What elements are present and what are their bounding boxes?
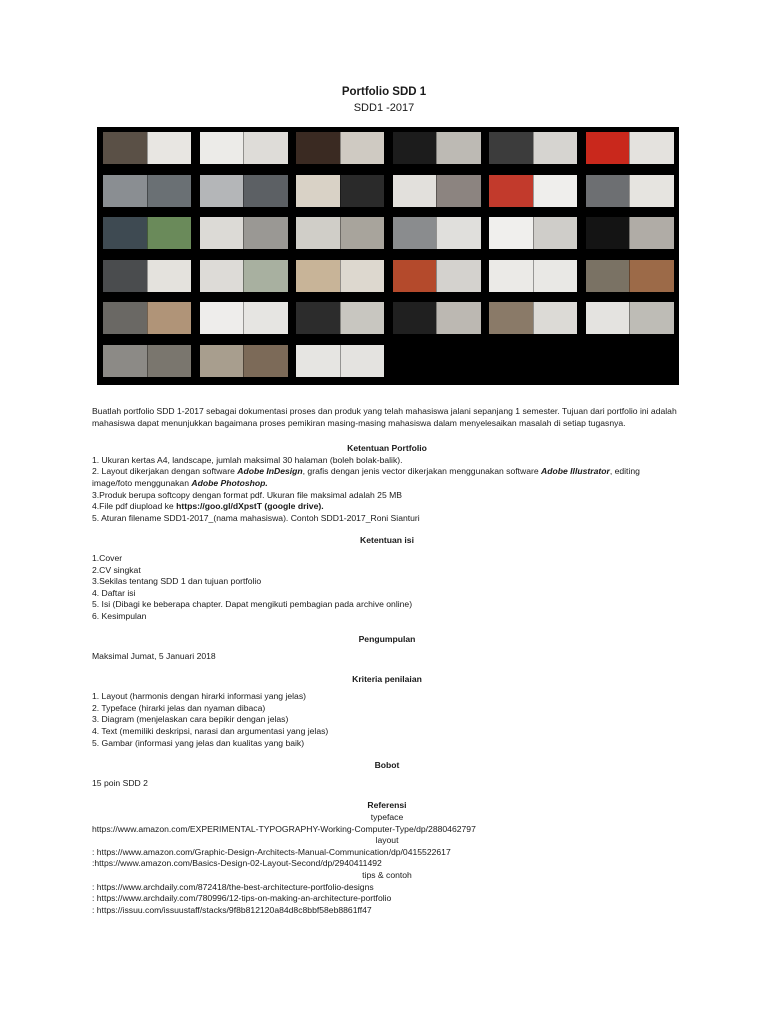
portfolio-spread-thumbnail bbox=[296, 217, 384, 249]
list-item: 1.Cover bbox=[92, 552, 123, 563]
portfolio-spread-thumbnail bbox=[393, 217, 481, 249]
portfolio-spread-thumbnail bbox=[586, 260, 674, 292]
reference-subheading-typeface: typeface bbox=[370, 812, 404, 823]
reference-link[interactable]: :https://www.amazon.com/Basics-Design-02-Layout-Second/dp/2940411492 bbox=[92, 858, 382, 869]
reference-subheading-layout: layout bbox=[375, 835, 399, 846]
section-heading-pengumpulan: Pengumpulan bbox=[358, 633, 416, 644]
list-item: 5. Isi (Dibagi ke beberapa chapter. Dapat mengikuti pembagian pada archive online) bbox=[92, 599, 413, 610]
portfolio-spread-thumbnail bbox=[103, 345, 191, 377]
reference-subheading-tips: tips & contoh bbox=[362, 870, 412, 880]
portfolio-spread-thumbnail bbox=[296, 345, 384, 377]
portfolio-spread-thumbnail bbox=[200, 175, 288, 207]
list-item: 4.File pdf diupload ke https://goo.gl/dXpstT (google drive). bbox=[92, 501, 324, 512]
portfolio-spread-thumbnail bbox=[489, 132, 577, 164]
list-item: 2. Layout dikerjakan dengan software Adobe InDesign, grafis dengan jenis vector dikerjakan menggunakan software Adobe Illustrator, editing image/foto menggunakan Adobe Photoshop. bbox=[92, 466, 640, 488]
portfolio-spread-thumbnail bbox=[489, 302, 577, 334]
section-heading-ketentuan-portfolio: Ketentuan Portfolio bbox=[347, 443, 427, 454]
portfolio-spread-thumbnail bbox=[200, 217, 288, 249]
section-heading-ketentuan-isi: Ketentuan isi bbox=[360, 535, 414, 546]
portfolio-spread-thumbnail bbox=[296, 132, 384, 164]
portfolio-spread-thumbnail bbox=[586, 175, 674, 207]
portfolio-spread-thumbnail bbox=[103, 217, 191, 249]
list-item: 3. Diagram (menjelaskan cara bepikir dengan jelas) bbox=[92, 714, 289, 725]
portfolio-spread-thumbnail bbox=[296, 260, 384, 292]
portfolio-spread-thumbnail bbox=[586, 217, 674, 249]
section-heading-referensi: Referensi bbox=[367, 800, 407, 811]
reference-link[interactable]: : https://www.amazon.com/Graphic-Design-Architects-Manual-Communication/dp/0415522617 bbox=[92, 846, 451, 857]
reference-link[interactable]: : https://www.archdaily.com/780996/12-tips-on-making-an-architecture-portfolio bbox=[92, 893, 392, 904]
portfolio-spread-thumbnail bbox=[200, 345, 288, 377]
portfolio-spread-thumbnail bbox=[393, 260, 481, 292]
page-subtitle: SDD1 -2017 bbox=[353, 102, 415, 114]
kriteria-list bbox=[92, 691, 682, 749]
portfolio-thumbnail-gallery bbox=[97, 127, 679, 385]
list-item: 2.CV singkat bbox=[92, 564, 141, 575]
upload-link[interactable]: https://goo.gl/dXpstT (google drive). bbox=[176, 501, 324, 512]
reference-link[interactable]: : https://issuu.com/issuustaff/stacks/9f8b812120a84d8c8bbf58eb8861ff47 bbox=[92, 904, 372, 915]
list-item: 3.Produk berupa softcopy dengan format pdf. Ukuran file maksimal adalah 25 MB bbox=[92, 489, 403, 500]
document-body bbox=[92, 406, 682, 916]
portfolio-spread-thumbnail bbox=[296, 302, 384, 334]
portfolio-spread-thumbnail bbox=[489, 260, 577, 292]
list-item: 5. Gambar (informasi yang jelas dan kualitas yang baik) bbox=[92, 737, 305, 748]
portfolio-spread-thumbnail bbox=[393, 175, 481, 207]
list-item: 3.Sekilas tentang SDD 1 dan tujuan portfolio bbox=[92, 576, 262, 587]
section-heading-kriteria: Kriteria penilaian bbox=[352, 673, 422, 684]
portfolio-spread-thumbnail bbox=[103, 175, 191, 207]
list-item: 4. Text (memiliki deskripsi, narasi dan argumentasi yang jelas) bbox=[92, 726, 329, 737]
list-item: 5. Aturan filename SDD1-2017_(nama mahasiswa). Contoh SDD1-2017_Roni Sianturi bbox=[92, 512, 420, 523]
portfolio-spread-thumbnail bbox=[103, 132, 191, 164]
section-heading-bobot: Bobot bbox=[374, 760, 400, 771]
list-item: 6. Kesimpulan bbox=[92, 610, 147, 621]
portfolio-spread-thumbnail bbox=[103, 302, 191, 334]
portfolio-spread-thumbnail bbox=[586, 132, 674, 164]
intro-paragraph: Buatlah portfolio SDD 1-2017 sebagai dokumentasi proses dan produk yang telah mahasiswa jalani sepanjang 1 semester. Tujuan dari portfolio ini adalah mahasiswa dapat menunjukkan bagaimana proses pemikiran masing-masing mahasiswa dalam menyelesaikan masalah di setiap tugasnya. bbox=[92, 406, 677, 428]
portfolio-spread-thumbnail bbox=[586, 302, 674, 334]
list-item: 1. Layout (harmonis dengan hirarki informasi yang jelas) bbox=[92, 691, 306, 702]
reference-link[interactable]: : https://www.archdaily.com/872418/the-best-architecture-portfolio-designs bbox=[92, 881, 374, 892]
portfolio-spread-thumbnail bbox=[393, 132, 481, 164]
portfolio-spread-thumbnail bbox=[103, 260, 191, 292]
deadline-text: Maksimal Jumat, 5 Januari 2018 bbox=[92, 651, 216, 662]
portfolio-spread-thumbnail bbox=[393, 302, 481, 334]
bobot-text: 15 poin SDD 2 bbox=[92, 777, 148, 788]
ketentuan-isi-list bbox=[92, 553, 682, 623]
reference-link[interactable]: https://www.amazon.com/EXPERIMENTAL-TYPOGRAPHY-Working-Computer-Type/dp/2880462797 bbox=[92, 823, 476, 834]
portfolio-spread-thumbnail bbox=[489, 217, 577, 249]
portfolio-spread-thumbnail bbox=[200, 132, 288, 164]
portfolio-spread-thumbnail bbox=[200, 260, 288, 292]
page-title: Portfolio SDD 1 bbox=[341, 86, 427, 98]
list-item: 2. Typeface (hirarki jelas dan nyaman dibaca) bbox=[92, 702, 266, 713]
list-item: 4. Daftar isi bbox=[92, 587, 136, 598]
portfolio-spread-thumbnail bbox=[200, 302, 288, 334]
list-item: 1. Ukuran kertas A4, landscape, jumlah maksimal 30 halaman (boleh bolak-balik). bbox=[92, 454, 403, 465]
portfolio-spread-thumbnail bbox=[296, 175, 384, 207]
portfolio-spread-thumbnail bbox=[489, 175, 577, 207]
